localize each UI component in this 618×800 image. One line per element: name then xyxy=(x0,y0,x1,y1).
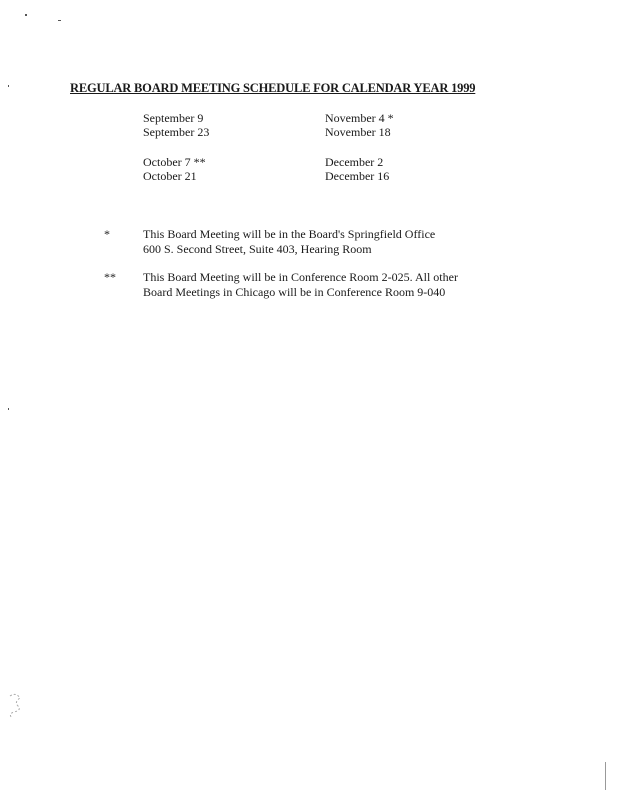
document-title: REGULAR BOARD MEETING SCHEDULE FOR CALENDAR YEAR 1999 xyxy=(70,81,476,95)
scan-speck xyxy=(58,20,61,21)
meeting-date: December 16 xyxy=(325,169,390,183)
meeting-date: November 18 xyxy=(325,125,391,139)
scan-speck xyxy=(8,408,9,410)
footnote-text: This Board Meeting will be in Conference Room 2-025. All other xyxy=(143,270,458,284)
meeting-date: September 9 xyxy=(143,111,204,125)
meeting-date: December 2 xyxy=(325,155,384,169)
meeting-date: October 7 ** xyxy=(143,155,206,169)
footnote-marker: ** xyxy=(104,270,116,284)
scan-speck xyxy=(8,85,9,87)
footnote-marker: * xyxy=(104,227,110,241)
meeting-date: September 23 xyxy=(143,125,210,139)
scan-mark-icon xyxy=(6,692,26,722)
meeting-date: October 21 xyxy=(143,169,197,183)
footnote-text: 600 S. Second Street, Suite 403, Hearing Room xyxy=(143,242,372,256)
scan-speck xyxy=(605,762,606,790)
footnote-text: This Board Meeting will be in the Board's Springfield Office xyxy=(143,227,436,241)
footnote-text: Board Meetings in Chicago will be in Conference Room 9-040 xyxy=(143,285,446,299)
meeting-date: November 4 * xyxy=(325,111,394,125)
scan-speck xyxy=(25,14,27,16)
